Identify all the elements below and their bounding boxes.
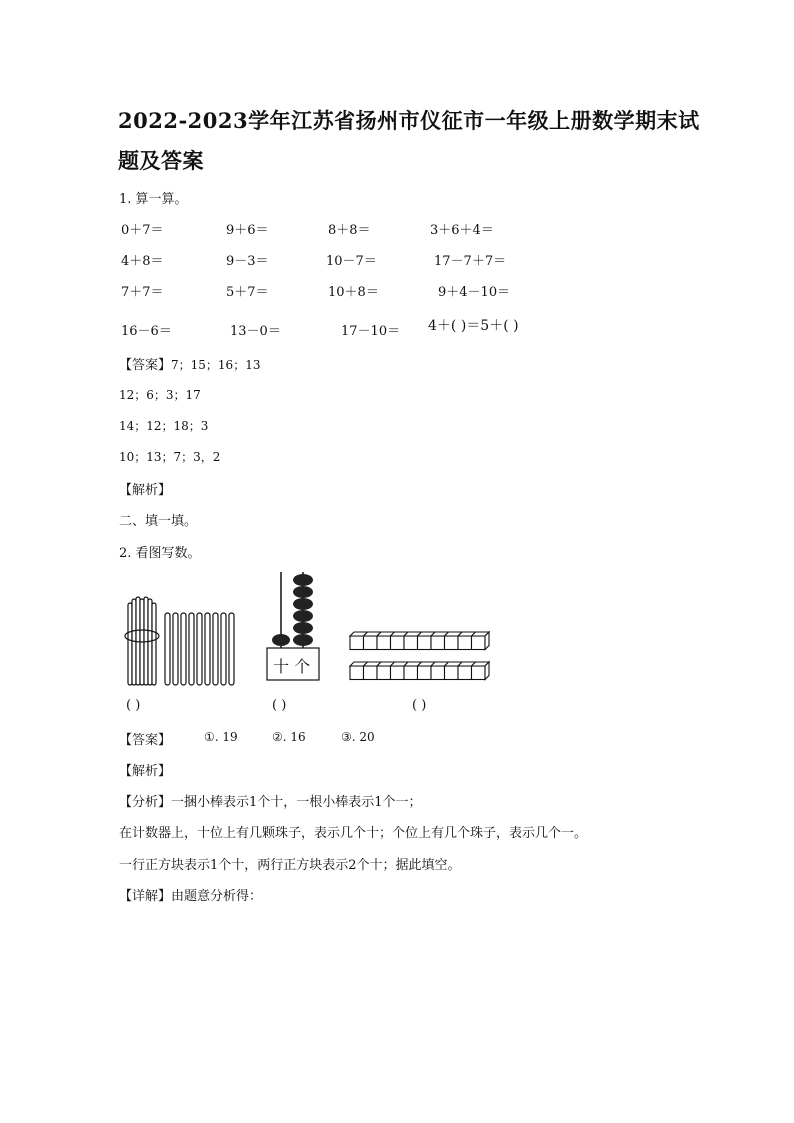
equation: 17－10＝	[341, 324, 401, 339]
equation: 3＋6＋4＝	[430, 223, 494, 238]
cube	[431, 636, 445, 650]
equation: 4＋( )＝5＋( )	[428, 318, 519, 334]
cube	[458, 666, 472, 680]
cube	[458, 636, 472, 650]
equation: 5＋7＝	[226, 285, 269, 300]
cube	[391, 636, 405, 650]
single-stick	[221, 613, 226, 685]
page-title-line2: 题及答案	[118, 148, 204, 173]
cube	[472, 636, 486, 650]
answer-text: 7；15；16；13	[171, 358, 261, 372]
analysis-tag: 【解析】	[119, 764, 172, 779]
cube-rows-figure	[348, 630, 493, 688]
bundle-stick	[152, 603, 156, 685]
single-stick	[181, 613, 186, 685]
ones-bead	[293, 586, 313, 598]
blank-3[interactable]: ( )	[412, 698, 427, 713]
answer-item: ①. 19	[204, 730, 238, 744]
analysis-line: 【分析】一捆小棒表示1个十，一根小棒表示1个一；	[119, 795, 422, 810]
equation: 13－0＝	[230, 324, 281, 339]
single-stick	[229, 613, 234, 685]
bundle-stick	[144, 597, 148, 685]
tens-bead	[272, 634, 290, 646]
cube	[391, 666, 405, 680]
answer-item: ②. 16	[272, 730, 306, 744]
equation: 8＋8＝	[328, 223, 371, 238]
equation: 16－6＝	[121, 324, 172, 339]
single-stick	[165, 613, 170, 685]
analysis-line: 在计数器上，十位上有几颗珠子，表示几个十；个位上有几个珠子，表示几个一。	[119, 826, 588, 841]
cube	[418, 666, 432, 680]
cube	[350, 666, 364, 680]
bundle-stick	[136, 597, 140, 685]
cube-side	[485, 632, 489, 650]
equation: 4＋8＝	[121, 254, 164, 269]
single-stick	[205, 613, 210, 685]
equation: 10＋8＝	[328, 285, 379, 300]
cube	[364, 666, 378, 680]
equation: 10－7＝	[326, 254, 377, 269]
stick-bundle-figure	[120, 595, 250, 687]
blank-2[interactable]: ( )	[272, 698, 287, 713]
bundle-stick	[128, 603, 132, 685]
answer-tag: 【答案】	[119, 733, 172, 748]
blank-1[interactable]: ( )	[126, 698, 141, 713]
ones-bead	[293, 610, 313, 622]
equation: 7＋7＝	[121, 285, 164, 300]
equation: 0＋7＝	[121, 223, 164, 238]
analysis-line: 【详解】由题意分析得：	[119, 889, 263, 904]
ones-bead	[293, 598, 313, 610]
equation: 17－7＋7＝	[434, 254, 507, 269]
cube	[418, 636, 432, 650]
answer-line: 12；6；3；17	[119, 388, 201, 402]
ones-bead	[293, 634, 313, 646]
analysis-line: 一行正方块表示1个十，两行正方块表示2个十；据此填空。	[119, 858, 461, 873]
answer-line: 14；12；18；3	[119, 419, 209, 433]
single-stick	[173, 613, 178, 685]
cube	[377, 636, 391, 650]
cube	[431, 666, 445, 680]
cube	[404, 666, 418, 680]
cube	[364, 636, 378, 650]
answer-tag: 【答案】	[119, 358, 172, 373]
page-title-line1: 2022-2023学年江苏省扬州市仪征市一年级上册数学期末试	[118, 108, 700, 133]
single-stick	[197, 613, 202, 685]
cube	[350, 636, 364, 650]
abacus-label: 十 个	[273, 657, 311, 676]
equation: 9－3＝	[226, 254, 269, 269]
single-stick	[213, 613, 218, 685]
cube	[377, 666, 391, 680]
answer-item: ③. 20	[341, 730, 375, 744]
cube	[445, 666, 459, 680]
cube	[445, 636, 459, 650]
answer-line	[119, 354, 260, 373]
cube	[404, 636, 418, 650]
section-2-heading: 二、填一填。	[119, 514, 198, 529]
question-1-heading: 1. 算一算。	[119, 192, 188, 207]
cube	[472, 666, 486, 680]
equation: 9＋4－10＝	[438, 285, 511, 300]
ones-bead	[293, 622, 313, 634]
ones-bead	[293, 574, 313, 586]
single-stick	[189, 613, 194, 685]
analysis-tag: 【解析】	[119, 483, 172, 498]
question-2-heading: 2. 看图写数。	[119, 546, 201, 561]
cube-side	[485, 662, 489, 680]
equation: 9＋6＝	[226, 223, 269, 238]
answer-line: 10；13；7；3，2	[119, 450, 221, 464]
